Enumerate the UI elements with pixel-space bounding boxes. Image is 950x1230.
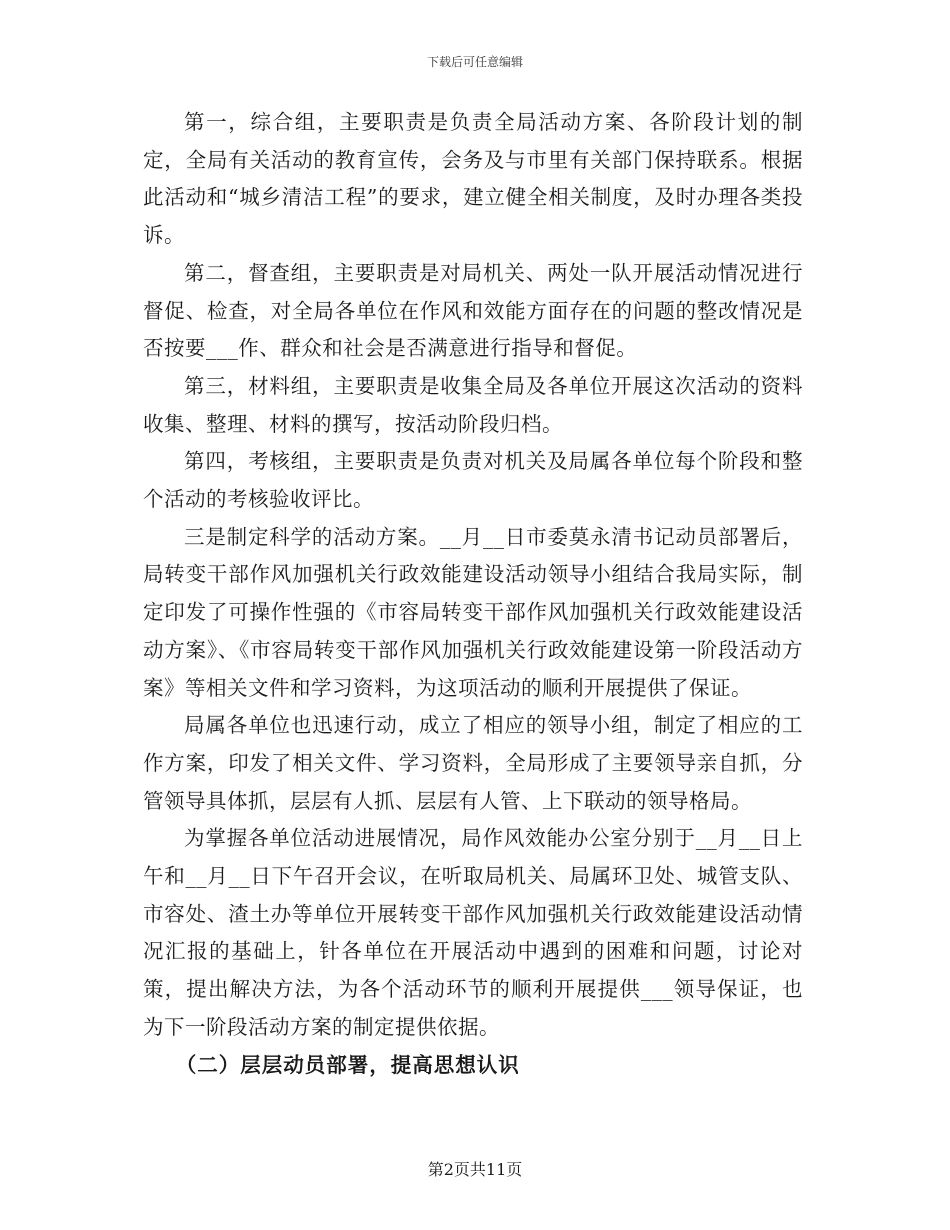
page-footer: 第2页共11页 [427, 1160, 523, 1179]
paragraph-comprehensive-group: 第一，综合组，主要职责是负责全局活动方案、各阶段计划的制定，全局有关活动的教育宣传，会务及与市里有关部门保持联系。根据此活动和“城乡清洁工程”的要求，建立健全相关制度，及时办理各类投诉。 [143, 110, 803, 248]
paragraph-assessment-group: 第四，考核组，主要职责是负责对机关及局属各单位每个阶段和整个活动的考核验收评比。 [143, 449, 803, 512]
paragraph-activity-plan: 三是制定科学的活动方案。__月__日市委莫永清书记动员部署后，局转变干部作风加强机关行政效能建设活动领导小组结合我局实际，制定印发了可操作性强的《市容局转变干部作风加强机关行政效能建设活动方案》、《市容局转变干部作风加强机关行政效能建设第一阶段活动方案》等相关文件和学习资料，为这项活动的顺利开展提供了保证。 [143, 524, 803, 700]
document-body [143, 104, 803, 1084]
section-subheading: （二）层层动员部署，提高思想认识 [175, 1052, 520, 1077]
paragraph-units-action: 局属各单位也迅速行动，成立了相应的领导小组，制定了相应的工作方案，印发了相关文件、学习资料，全局形成了主要领导亲自抓，分管领导具体抓，层层有人抓、层层有人管、上下联动的领导格局。 [143, 713, 803, 813]
paragraph-materials-group: 第三，材料组，主要职责是收集全局及各单位开展这次活动的资料收集、整理、材料的撰写，按活动阶段归档。 [143, 373, 803, 436]
page-header: 下载后可任意编辑 [426, 55, 523, 69]
paragraph-inspection-group: 第二，督查组，主要职责是对局机关、两处一队开展活动情况进行督促、检查，对全局各单位在作风和效能方面存在的问题的整改情况是否按要___作、群众和社会是否满意进行指导和督促。 [143, 260, 803, 361]
paragraph-progress-meetings: 为掌握各单位活动进展情况，局作风效能办公室分别于__月__日上午和__月__日下午召开会议，在听取局机关、局属环卫处、城管支队、市容处、渣土办等单位开展转变干部作风加强机关行政效能建设活动情况汇报的基础上，针各单位在开展活动中遇到的困难和问题，讨论对策，提出解决方法，为各个活动环节的顺利开展提供___领导保证，也为下一阶段活动方案的制定提供依据。 [143, 826, 803, 1039]
